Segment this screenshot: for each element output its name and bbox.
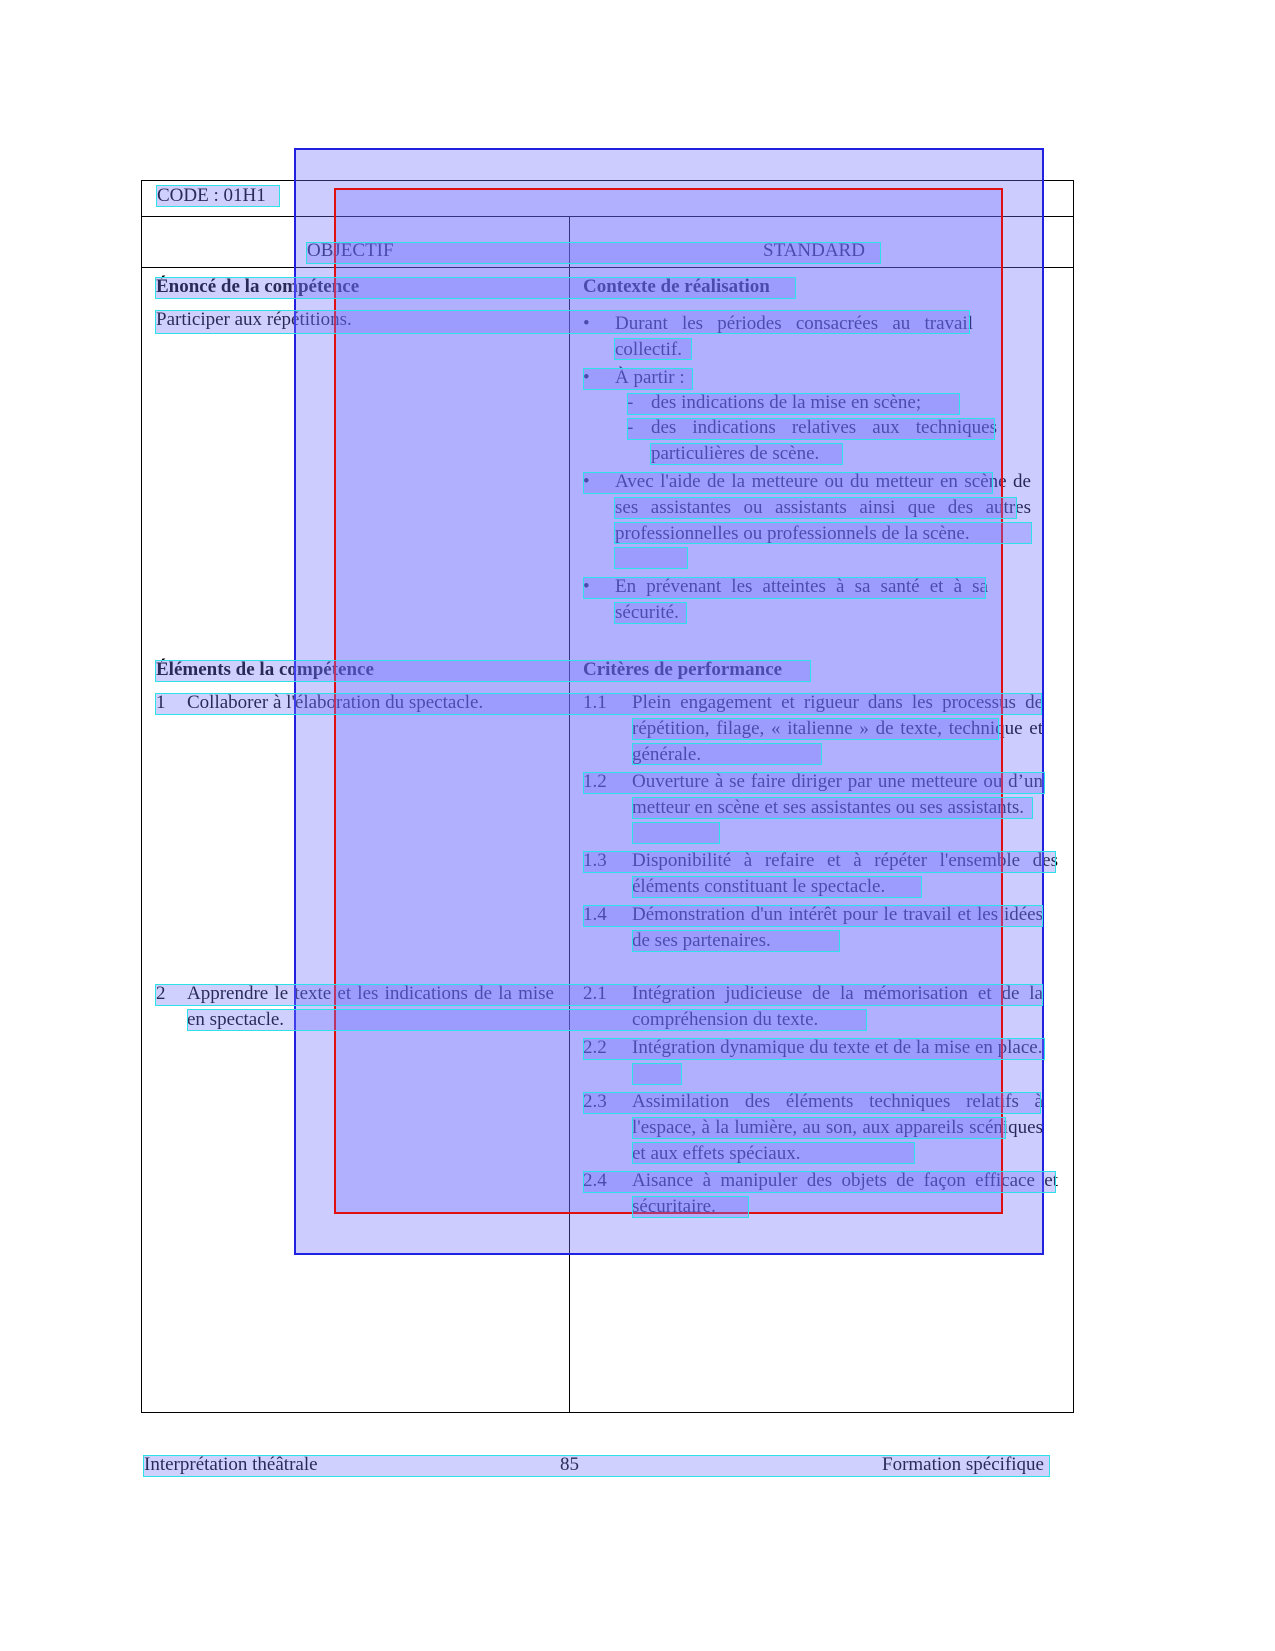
criterion-number: 2.1	[583, 983, 607, 1004]
standard-header: STANDARD	[763, 240, 865, 261]
line-box	[632, 1142, 915, 1164]
criterion-number: 1.1	[583, 692, 607, 713]
line-box	[627, 418, 995, 440]
element-number: 2	[156, 983, 166, 1004]
line-box	[632, 1117, 1006, 1139]
line-box	[583, 577, 986, 599]
criterion-number: 2.3	[583, 1091, 607, 1112]
element-number: 1	[156, 692, 166, 713]
criterion-number: 1.4	[583, 904, 607, 925]
element-text: Apprendre le texte et les indications de la mise en spectacle.	[187, 983, 554, 1030]
line-box	[650, 443, 843, 465]
criterion-text: Intégration dynamique du texte et de la mise en place.	[632, 1037, 1043, 1058]
line-box	[614, 602, 687, 624]
line-box	[632, 1063, 682, 1085]
line-box	[143, 1455, 1050, 1477]
line-box	[155, 310, 970, 334]
criterion-number: 2.4	[583, 1170, 607, 1191]
line-box	[583, 1171, 1056, 1193]
criterion-number: 1.2	[583, 771, 607, 792]
line-box	[614, 338, 692, 360]
line-box	[614, 547, 688, 569]
footer-left: Interprétation théâtrale	[144, 1454, 318, 1475]
context-subitem-text: des indications de la mise en scène;	[651, 392, 922, 413]
line-box	[155, 277, 796, 299]
line-box	[632, 876, 922, 898]
element-text: Collaborer à l'élaboration du spectacle.	[187, 692, 484, 713]
bullet-icon: •	[583, 313, 590, 334]
dash-icon: -	[627, 392, 634, 413]
line-box	[187, 1009, 867, 1031]
criteria-title: Critères de performance	[583, 659, 783, 680]
context-subitem-text: des indications relatives aux techniques particulières de scène.	[651, 417, 997, 464]
line-box	[627, 393, 960, 415]
line-box	[632, 822, 720, 844]
criterion-number: 1.3	[583, 850, 607, 871]
line-box	[583, 368, 693, 390]
line-box	[583, 851, 1056, 873]
line-box	[583, 472, 993, 494]
context-bullet-text: Durant les périodes consacrées au travail collectif.	[615, 313, 973, 360]
line-box	[632, 1196, 749, 1218]
context-bullet-text: À partir :	[615, 367, 685, 388]
line-box	[632, 743, 822, 765]
objective-header: OBJECTIF	[307, 240, 394, 261]
line-box	[155, 984, 1043, 1006]
line-box	[614, 497, 1017, 519]
line-box	[306, 242, 881, 264]
footer-page-number: 85	[560, 1454, 579, 1475]
criterion-number: 2.2	[583, 1037, 607, 1058]
elements-title: Éléments de la compétence	[156, 659, 374, 680]
line-box	[632, 718, 999, 740]
context-bullet-text: En prévenant les atteintes à sa santé et à sa sécurité.	[615, 576, 988, 623]
line-box	[583, 1038, 1045, 1060]
line-box	[155, 660, 811, 682]
competence-text: Participer aux répétitions.	[156, 309, 352, 330]
code-label: CODE : 01H1	[157, 185, 266, 206]
bullet-icon: •	[583, 576, 590, 597]
line-box	[156, 185, 280, 207]
criterion-text: Aisance à manipuler des objets de façon efficace et sécuritaire.	[632, 1170, 1058, 1217]
context-bullet-text: Avec l'aide de la metteure ou du metteur en scène de ses assistantes ou assistants ainsi que des autres professionnelles ou professionnels de la scène.	[615, 471, 1031, 544]
criterion-text: Démonstration d'un intérêt pour le travail et les idées de ses partenaires.	[632, 904, 1043, 951]
line-box	[614, 522, 1032, 544]
line-box	[155, 693, 1042, 715]
bullet-icon: •	[583, 471, 590, 492]
line-box	[583, 1092, 1041, 1114]
line-box	[632, 930, 840, 952]
criterion-text: Plein engagement et rigueur dans les processus de répétition, filage, « italienne » de texte, technique et générale.	[632, 692, 1043, 765]
line-box	[583, 905, 1043, 927]
line-box	[632, 797, 1033, 819]
criterion-text: Assimilation des éléments techniques relatifs à l'espace, à la lumière, au son, aux appareils scéniques et aux effets spéciaux.	[632, 1091, 1043, 1164]
line-box	[583, 772, 1045, 794]
criterion-text: Disponibilité à refaire et à répéter l'ensemble des éléments constituant le spectacle.	[632, 850, 1058, 897]
criterion-text: Ouverture à se faire diriger par une metteure ou d’un metteur en scène et ses assistantes ou ses assistants.	[632, 771, 1043, 818]
dash-icon: -	[627, 417, 634, 438]
criterion-text: Intégration judicieuse de la mémorisation et de la compréhension du texte.	[632, 983, 1043, 1030]
competence-title: Énoncé de la compétence	[156, 276, 360, 297]
footer-right: Formation spécifique	[882, 1454, 1044, 1475]
context-title: Contexte de réalisation	[583, 276, 770, 297]
bullet-icon: •	[583, 367, 590, 388]
